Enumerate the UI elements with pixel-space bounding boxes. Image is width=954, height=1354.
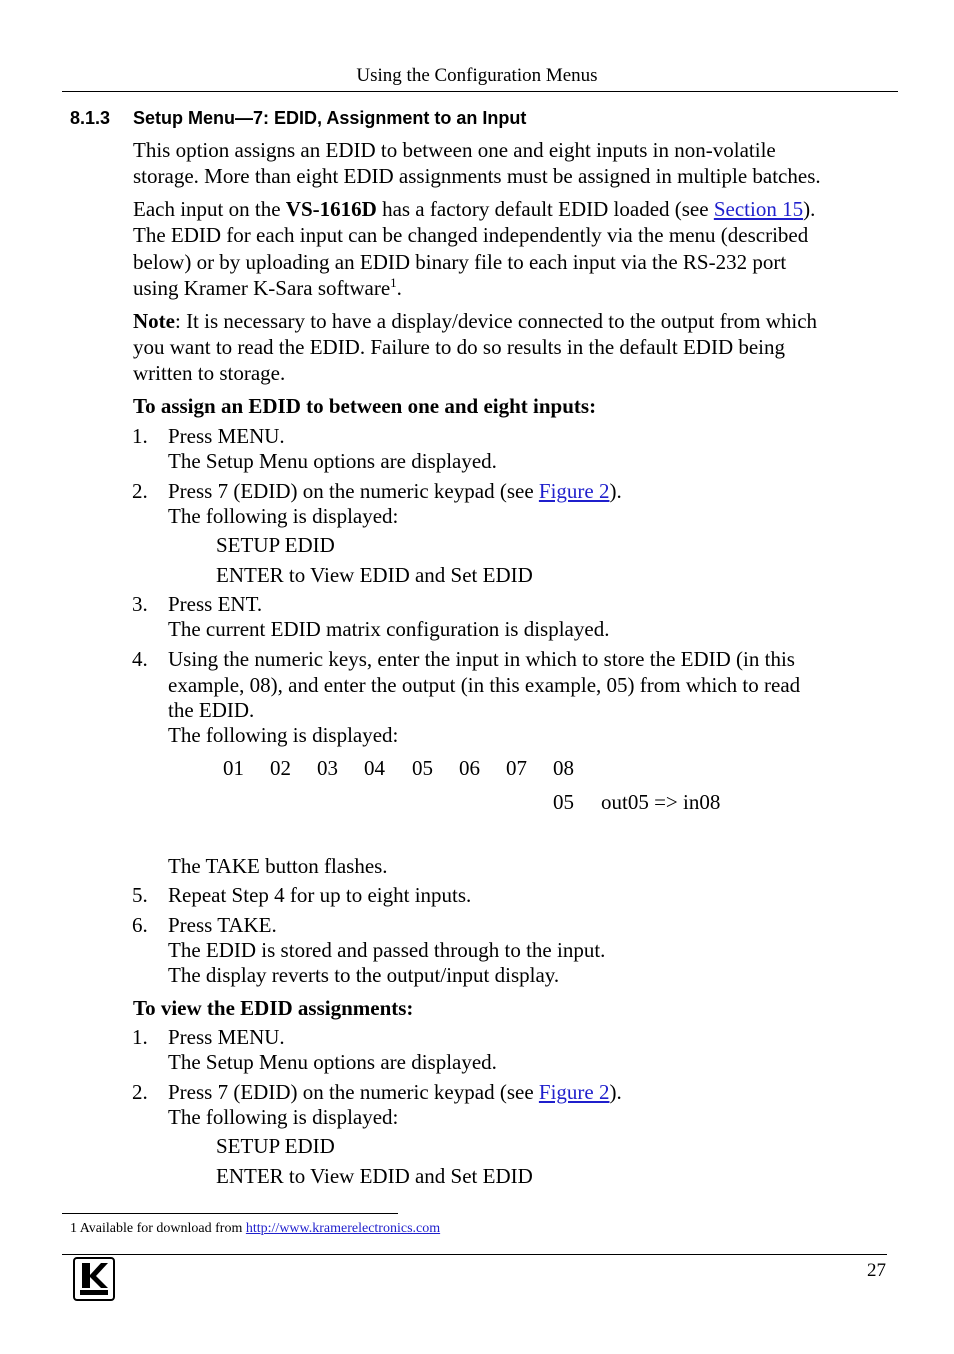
text-run: ). bbox=[609, 479, 622, 503]
step-number: 2. bbox=[132, 479, 148, 503]
step-text: example, 08), and enter the output (in this example, 05) from which to read bbox=[168, 673, 801, 697]
display-text: SETUP EDID bbox=[216, 1134, 335, 1158]
step-text bbox=[168, 1079, 622, 1105]
text-run: ). bbox=[609, 1080, 622, 1104]
text-run: Press 7 (EDID) on the numeric keypad (see bbox=[168, 1080, 539, 1104]
section-heading bbox=[70, 106, 526, 130]
step-text: The current EDID matrix configuration is displayed. bbox=[168, 617, 610, 641]
step-number: 2. bbox=[132, 1080, 148, 1104]
step-text: Press ENT. bbox=[168, 592, 263, 616]
step-text: The EDID is stored and passed through to the input. bbox=[168, 938, 606, 962]
step-number: 5. bbox=[132, 883, 148, 907]
section-number: 8.1.3 bbox=[70, 108, 111, 128]
edid-input: 07 bbox=[506, 756, 527, 780]
step-number: 3. bbox=[132, 592, 148, 616]
edid-input: 08 bbox=[553, 756, 574, 780]
step-text bbox=[168, 478, 622, 504]
step-text: Press MENU. bbox=[168, 424, 285, 448]
step-text: Press TAKE. bbox=[168, 913, 277, 937]
intro-line: The EDID for each input can be changed independently via the menu (described bbox=[133, 223, 809, 247]
intro-line bbox=[133, 275, 893, 301]
header-rule bbox=[62, 91, 898, 92]
note-line: you want to read the EDID. Failure to do so results in the default EDID being bbox=[133, 335, 786, 359]
step-text: The following is displayed: bbox=[168, 723, 399, 747]
kramer-logo-glyph bbox=[75, 1259, 113, 1299]
step-text: The Setup Menu options are displayed. bbox=[168, 449, 497, 473]
procedure-heading: To view the EDID assignments: bbox=[133, 996, 414, 1020]
text-run: Each input on the bbox=[133, 197, 286, 221]
step-number: 1. bbox=[132, 424, 148, 448]
step-text: The TAKE button flashes. bbox=[168, 854, 388, 878]
page-number: 27 bbox=[867, 1260, 886, 1281]
section-15-link[interactable]: Section 15 bbox=[713, 197, 804, 221]
edid-input: 03 bbox=[317, 756, 338, 780]
display-text: ENTER to View EDID and Set EDID bbox=[216, 1164, 533, 1188]
text-run: using Kramer K-Sara software bbox=[133, 276, 391, 300]
procedure-heading: To assign an EDID to between one and eight inputs: bbox=[133, 394, 597, 418]
display-text: SETUP EDID bbox=[216, 533, 335, 557]
kramer-logo-icon bbox=[73, 1257, 115, 1301]
step-number: 6. bbox=[132, 913, 148, 937]
edid-input: 02 bbox=[270, 756, 291, 780]
text-run: : It is necessary to have a display/device connected to the output from which bbox=[174, 309, 818, 333]
step-text: Repeat Step 4 for up to eight inputs. bbox=[168, 883, 472, 907]
running-header: Using the Configuration Menus bbox=[356, 65, 598, 86]
footnote bbox=[70, 1220, 440, 1238]
text-run: . bbox=[396, 276, 402, 300]
figure-2-link[interactable]: Figure 2 bbox=[538, 479, 610, 503]
intro-line: This option assigns an EDID to between one and eight inputs in non-volatile bbox=[133, 138, 776, 162]
footnote-rule bbox=[62, 1213, 398, 1214]
kramer-website-link[interactable]: http://www.kramerelectronics.com bbox=[245, 1221, 441, 1236]
step-text: Using the numeric keys, enter the input in which to store the EDID (in this bbox=[168, 647, 795, 671]
step-number: 4. bbox=[132, 647, 148, 671]
text-run: Press 7 (EDID) on the numeric keypad (see bbox=[168, 479, 539, 503]
footnote-ref: 1 bbox=[390, 275, 397, 290]
footer-rule bbox=[62, 1254, 887, 1255]
note-line bbox=[133, 308, 893, 334]
step-text: The following is displayed: bbox=[168, 1105, 399, 1129]
intro-line: below) or by uploading an EDID binary file to each input via the RS-232 port bbox=[133, 250, 787, 274]
edid-mapping: out05 => in08 bbox=[601, 790, 721, 814]
edid-input: 04 bbox=[364, 756, 385, 780]
note-label: Note bbox=[133, 309, 175, 333]
edid-input: 05 bbox=[412, 756, 433, 780]
product-name: VS-1616D bbox=[285, 197, 377, 221]
note-line: written to storage. bbox=[133, 361, 286, 385]
figure-2-link[interactable]: Figure 2 bbox=[538, 1080, 610, 1104]
intro-line bbox=[133, 196, 893, 222]
step-text: the EDID. bbox=[168, 698, 255, 722]
step-text: The Setup Menu options are displayed. bbox=[168, 1050, 497, 1074]
text-run: ). bbox=[803, 197, 816, 221]
text-run: has a factory default EDID loaded (see bbox=[376, 197, 714, 221]
step-text: The following is displayed: bbox=[168, 504, 399, 528]
intro-line: storage. More than eight EDID assignments must be assigned in multiple batches. bbox=[133, 164, 821, 188]
edid-input: 06 bbox=[459, 756, 480, 780]
step-number: 1. bbox=[132, 1025, 148, 1049]
footnote-text: 1 Available for download from bbox=[70, 1221, 246, 1236]
display-text: ENTER to View EDID and Set EDID bbox=[216, 563, 533, 587]
step-text: Press MENU. bbox=[168, 1025, 285, 1049]
section-title: Setup Menu—7: EDID, Assignment to an Input bbox=[133, 108, 527, 128]
edid-output: 05 bbox=[553, 790, 574, 814]
step-text: The display reverts to the output/input display. bbox=[168, 963, 560, 987]
edid-input: 01 bbox=[223, 756, 244, 780]
